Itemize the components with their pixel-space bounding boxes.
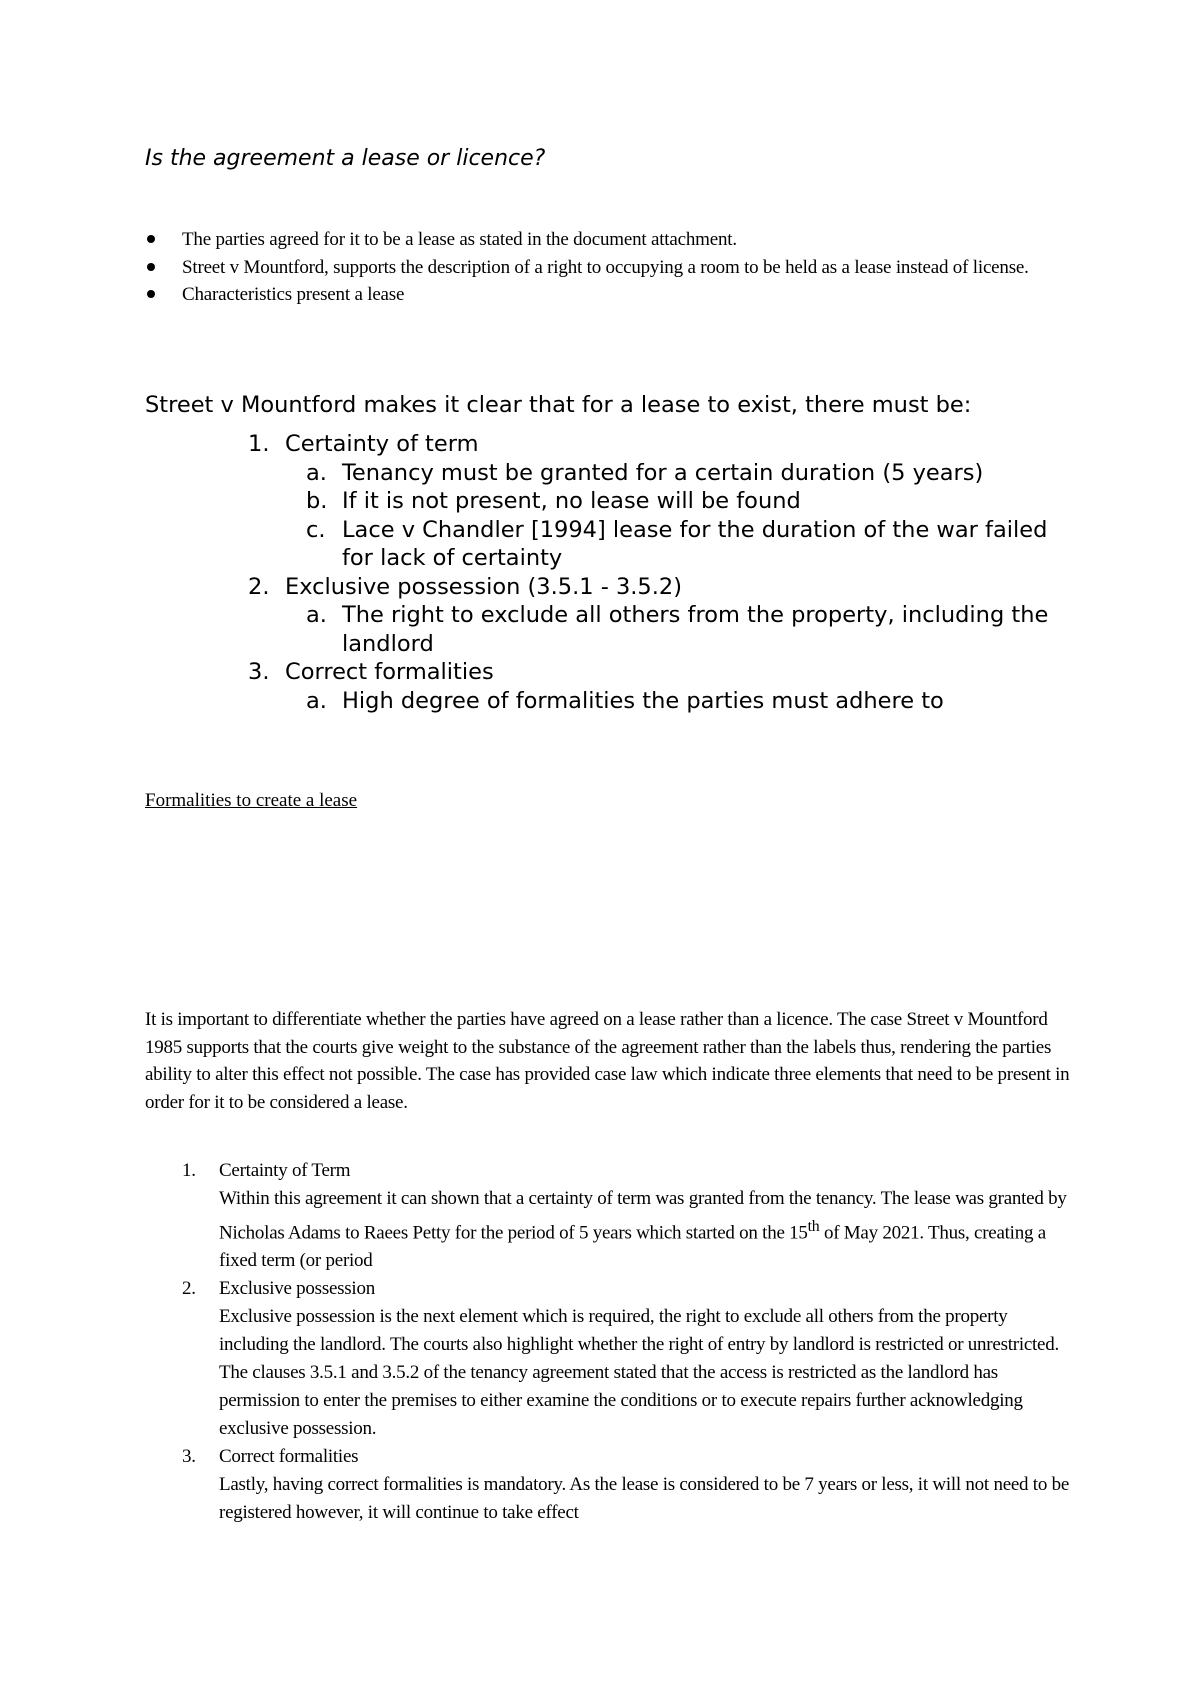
bullet-dot-icon	[147, 263, 155, 271]
outline-subitem	[0, 459, 1200, 488]
outline-text: Exclusive possession (3.5.1 - 3.5.2)	[285, 573, 682, 600]
outline-number: 3.	[248, 659, 270, 685]
element-text: Exclusive possession is the next element which is required, the right to exclude all others from the property including the landlord. The courts also highlight whether the right of entry by landlord is restricted or unrestricted. The clauses 3.5.1 and 3.5.2 of the tenancy agreement stated that the access is restricted as the landlord has permission to enter the premises to either examine the conditions or to execute repairs further acknowledging exclusive possession.	[219, 1306, 1059, 1440]
bullet-item	[145, 281, 1085, 309]
outline-subitem	[0, 487, 1200, 516]
bullet-item	[145, 226, 1085, 254]
outline-sub-text: The right to exclude all others from the property, including the landlord	[342, 602, 1049, 657]
ordinal-suffix: th	[807, 1218, 820, 1235]
outline-number: 2.	[248, 573, 270, 600]
element-title: Exclusive possession	[219, 1278, 375, 1300]
outline-sub-letter: a.	[306, 459, 327, 486]
outline-text: Certainty of term	[285, 431, 479, 457]
element-number: 1.	[182, 1160, 196, 1181]
element-item	[0, 1157, 1200, 1275]
element-item	[0, 1275, 1200, 1443]
outline-subitem	[0, 516, 1200, 573]
outline-sub-letter: a.	[306, 687, 327, 714]
formalities-title: Formalities to create a lease	[145, 790, 358, 811]
element-text: Lastly, having correct formalities is mandatory. As the lease is considered to be 7 years or less, it will not need to be registered however, it will continue to take effect	[219, 1474, 1070, 1524]
outline-sub-letter: c.	[306, 516, 326, 543]
outline-item	[0, 658, 1200, 687]
bullet-text: The parties agreed for it to be a lease as stated in the document attachment.	[182, 229, 737, 250]
element-text	[219, 1185, 1070, 1275]
bullet-dot-icon	[147, 235, 155, 243]
bullet-dot-icon	[147, 290, 155, 298]
outline-sub-letter: b.	[306, 488, 328, 514]
outline-sub-text: If it is not present, no lease will be found	[342, 488, 801, 514]
bullet-text: Street v Mountford, supports the description of a right to occupying a room to be held as a lease instead of license.	[182, 256, 1029, 278]
outline-sub-text: Tenancy must be granted for a certain duration (5 years)	[342, 459, 984, 486]
outline-text: Correct formalities	[285, 659, 494, 685]
outline-subitem	[0, 601, 1200, 658]
requirements-intro: Street v Mountford makes it clear that for a lease to exist, there must be:	[145, 392, 972, 418]
element-item	[0, 1443, 1200, 1527]
elements-list	[0, 1157, 1200, 1527]
outline-item	[0, 430, 1200, 459]
bullet-text: Characteristics present a lease	[182, 284, 405, 305]
bullet-item	[145, 254, 1085, 282]
bullet-list	[145, 226, 1085, 309]
element-number: 2.	[182, 1278, 196, 1300]
element-title: Correct formalities	[219, 1446, 359, 1468]
outline-subitem	[0, 687, 1200, 716]
element-text-part: of May 2021. Thus, creating a fixed term (or period	[219, 1222, 1046, 1272]
requirements-outline	[0, 430, 1200, 715]
outline-sub-text: Lace v Chandler [1994] lease for the duration of the war failed for lack of certainty	[342, 516, 1048, 571]
page-heading: Is the agreement a lease or licence?	[145, 146, 546, 171]
outline-sub-letter: a.	[306, 602, 327, 628]
outline-item	[0, 573, 1200, 602]
body-paragraph: It is important to differentiate whether the parties have agreed on a lease rather than a licence. The case Street v Mountford 1985 supports that the courts give weight to the substance of the agreement rather than the labels thus, rendering the parties ability to alter this effect not possible. The case has provided case law which indicate three elements that need to be present in order for it to be considered a lease.	[145, 1009, 1070, 1113]
element-text-part: Within this agreement it can shown that a certainty of term was granted from the tenancy. The lease was granted by Nicholas Adams to Raees Petty for the period of 5 years which started on the 15	[219, 1188, 1067, 1244]
outline-number: 1.	[248, 431, 270, 457]
element-title: Certainty of Term	[219, 1160, 351, 1181]
outline-sub-text: High degree of formalities the parties must adhere to	[342, 687, 944, 714]
element-number: 3.	[182, 1446, 196, 1468]
